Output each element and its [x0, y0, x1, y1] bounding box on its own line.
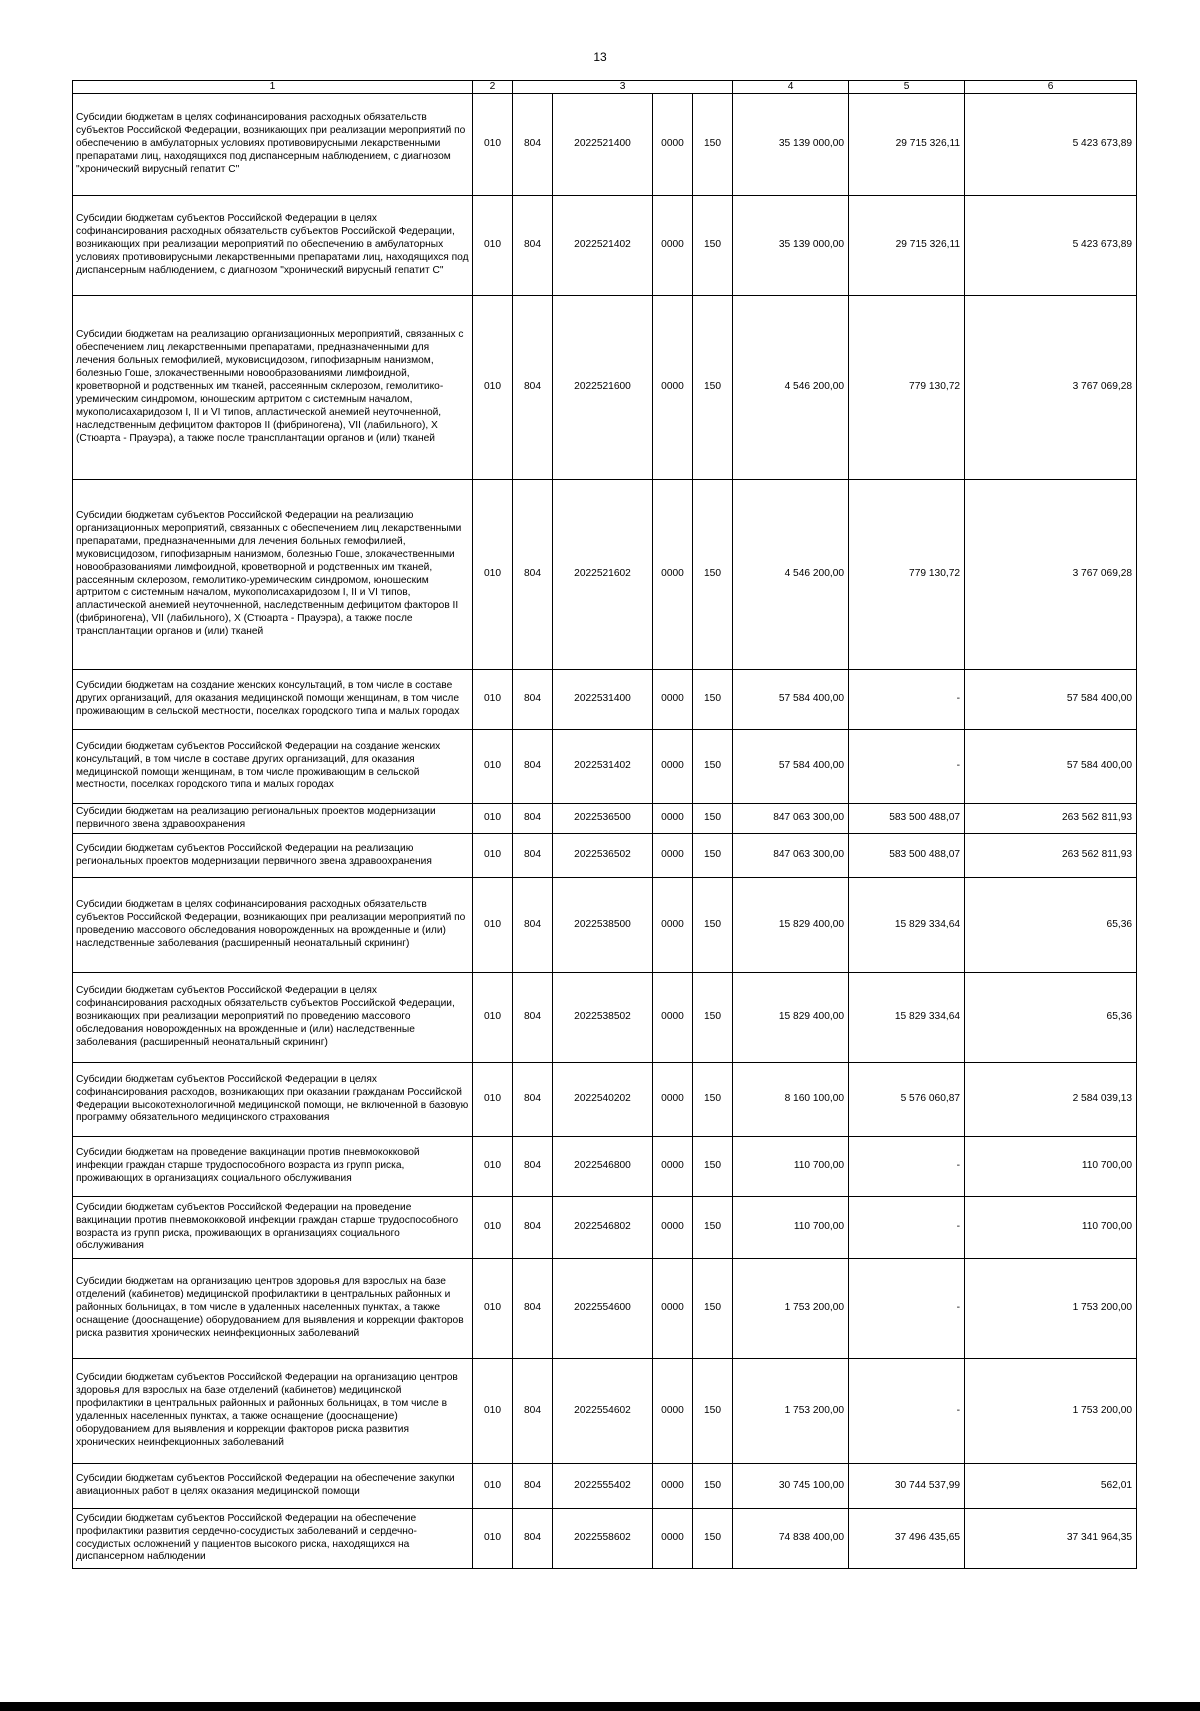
table-row: [73, 1259, 1137, 1359]
row-admin-code: 010: [473, 1259, 513, 1359]
row-executed-amount: -: [849, 1259, 965, 1359]
row-section-code: 804: [513, 834, 553, 878]
row-approved-amount: 35 139 000,00: [733, 94, 849, 196]
row-approved-amount: 30 745 100,00: [733, 1464, 849, 1509]
header-col-4: 4: [733, 81, 849, 94]
row-description: Субсидии бюджетам субъектов Российской Федерации в целях софинансирования расходных обязательств субъектов Российской Федерации, возникающих при реализации мероприятий по проведению массового обследования новорожденных на врожденные и (или) наследственные заболевания (расширенный неонатальный скрининг): [73, 973, 473, 1063]
row-section-code: 804: [513, 296, 553, 480]
row-article-code: 2022536502: [553, 834, 653, 878]
row-article-code: 2022531400: [553, 670, 653, 730]
table-row: [73, 878, 1137, 973]
row-executed-amount: 30 744 537,99: [849, 1464, 965, 1509]
row-article-code: 2022538502: [553, 973, 653, 1063]
row-approved-amount: 847 063 300,00: [733, 834, 849, 878]
row-section-code: 804: [513, 480, 553, 670]
row-executed-amount: 779 130,72: [849, 480, 965, 670]
header-col-3: 3: [513, 81, 733, 94]
row-section-code: 804: [513, 878, 553, 973]
row-executed-amount: -: [849, 1137, 965, 1197]
row-program-code: 0000: [653, 834, 693, 878]
row-approved-amount: 110 700,00: [733, 1137, 849, 1197]
row-admin-code: 010: [473, 834, 513, 878]
row-program-code: 0000: [653, 196, 693, 296]
row-article-code: 2022546802: [553, 1197, 653, 1259]
row-kosgu-code: 150: [693, 1509, 733, 1569]
row-description: Субсидии бюджетам на организацию центров здоровья для взрослых на базе отделений (кабинетов) медицинской профилактики в центральных районных и районных больницах, в том числе в удаленных населенных пунктах, а также оснащение (дооснащение) оборудованием для выявления и коррекции факторов риска развития хронических неинфекционных заболеваний: [73, 1259, 473, 1359]
row-admin-code: 010: [473, 1509, 513, 1569]
row-approved-amount: 1 753 200,00: [733, 1359, 849, 1464]
row-remaining-amount: 37 341 964,35: [965, 1509, 1137, 1569]
row-kosgu-code: 150: [693, 1464, 733, 1509]
row-kosgu-code: 150: [693, 1259, 733, 1359]
row-program-code: 0000: [653, 670, 693, 730]
row-remaining-amount: 562,01: [965, 1464, 1137, 1509]
row-section-code: 804: [513, 670, 553, 730]
row-description: Субсидии бюджетам на проведение вакцинации против пневмококковой инфекции граждан старше трудоспособного возраста из групп риска, проживающих в организациях социального обслуживания: [73, 1137, 473, 1197]
row-article-code: 2022531402: [553, 730, 653, 804]
row-remaining-amount: 57 584 400,00: [965, 730, 1137, 804]
row-program-code: 0000: [653, 1464, 693, 1509]
table-row: [73, 834, 1137, 878]
row-description: Субсидии бюджетам в целях софинансирования расходных обязательств субъектов Российской Федерации, возникающих при реализации мероприятий по обеспечению в амбулаторных условиях противовирусными лекарственными препаратами лиц, находящихся под диспансерным наблюдением, с диагнозом "хронический вирусный гепатит С": [73, 94, 473, 196]
row-remaining-amount: 1 753 200,00: [965, 1359, 1137, 1464]
row-executed-amount: -: [849, 1359, 965, 1464]
row-admin-code: 010: [473, 1464, 513, 1509]
row-section-code: 804: [513, 730, 553, 804]
row-description: Субсидии бюджетам субъектов Российской Федерации в целях софинансирования расходов, возникающих при оказании гражданам Российской Федерации высокотехнологичной медицинской помощи, не включенной в базовую программу обязательного медицинского страхования: [73, 1063, 473, 1137]
row-article-code: 2022554602: [553, 1359, 653, 1464]
row-admin-code: 010: [473, 804, 513, 834]
row-executed-amount: 583 500 488,07: [849, 834, 965, 878]
table-row: [73, 1197, 1137, 1259]
row-kosgu-code: 150: [693, 730, 733, 804]
table-row: [73, 196, 1137, 296]
row-article-code: 2022554600: [553, 1259, 653, 1359]
row-admin-code: 010: [473, 1197, 513, 1259]
row-kosgu-code: 150: [693, 1359, 733, 1464]
budget-table-sheet: [72, 80, 1136, 1569]
row-program-code: 0000: [653, 878, 693, 973]
row-remaining-amount: 2 584 039,13: [965, 1063, 1137, 1137]
header-col-5: 5: [849, 81, 965, 94]
row-approved-amount: 8 160 100,00: [733, 1063, 849, 1137]
budget-table: [72, 80, 1137, 1569]
row-approved-amount: 4 546 200,00: [733, 480, 849, 670]
row-admin-code: 010: [473, 730, 513, 804]
row-executed-amount: 29 715 326,11: [849, 196, 965, 296]
table-row: [73, 1137, 1137, 1197]
table-row: [73, 973, 1137, 1063]
row-program-code: 0000: [653, 1259, 693, 1359]
row-remaining-amount: 5 423 673,89: [965, 196, 1137, 296]
row-admin-code: 010: [473, 196, 513, 296]
row-admin-code: 010: [473, 1137, 513, 1197]
row-section-code: 804: [513, 1137, 553, 1197]
row-description: Субсидии бюджетам на создание женских консультаций, в том числе в составе других организаций, для оказания медицинской помощи женщинам, в том числе проживающим в сельской местности, поселках городского типа и малых городах: [73, 670, 473, 730]
row-admin-code: 010: [473, 296, 513, 480]
scan-edge-bar: [0, 1702, 1200, 1711]
row-kosgu-code: 150: [693, 1137, 733, 1197]
row-section-code: 804: [513, 1063, 553, 1137]
row-description: Субсидии бюджетам субъектов Российской Федерации на организацию центров здоровья для взрослых на базе отделений (кабинетов) медицинской профилактики в центральных районных и районных больницах, в том числе в удаленных населенных пунктах, а также оснащение (дооснащение) оборудованием для выявления и коррекции факторов риска развития хронических неинфекционных заболеваний: [73, 1359, 473, 1464]
row-approved-amount: 57 584 400,00: [733, 670, 849, 730]
row-approved-amount: 15 829 400,00: [733, 973, 849, 1063]
row-remaining-amount: 263 562 811,93: [965, 804, 1137, 834]
row-remaining-amount: 65,36: [965, 878, 1137, 973]
row-remaining-amount: 263 562 811,93: [965, 834, 1137, 878]
row-approved-amount: 4 546 200,00: [733, 296, 849, 480]
row-remaining-amount: 3 767 069,28: [965, 480, 1137, 670]
row-kosgu-code: 150: [693, 670, 733, 730]
row-kosgu-code: 150: [693, 1197, 733, 1259]
row-kosgu-code: 150: [693, 196, 733, 296]
table-row: [73, 94, 1137, 196]
row-article-code: 2022521602: [553, 480, 653, 670]
table-row: [73, 1063, 1137, 1137]
row-executed-amount: -: [849, 730, 965, 804]
row-executed-amount: 583 500 488,07: [849, 804, 965, 834]
row-section-code: 804: [513, 1259, 553, 1359]
row-admin-code: 010: [473, 1063, 513, 1137]
row-admin-code: 010: [473, 94, 513, 196]
row-remaining-amount: 110 700,00: [965, 1197, 1137, 1259]
table-row: [73, 1464, 1137, 1509]
row-article-code: 2022521400: [553, 94, 653, 196]
table-row: [73, 1359, 1137, 1464]
row-section-code: 804: [513, 94, 553, 196]
row-admin-code: 010: [473, 973, 513, 1063]
table-row: [73, 804, 1137, 834]
row-remaining-amount: 3 767 069,28: [965, 296, 1137, 480]
row-approved-amount: 15 829 400,00: [733, 878, 849, 973]
row-executed-amount: 779 130,72: [849, 296, 965, 480]
row-approved-amount: 57 584 400,00: [733, 730, 849, 804]
row-kosgu-code: 150: [693, 296, 733, 480]
row-article-code: 2022521600: [553, 296, 653, 480]
row-description: Субсидии бюджетам субъектов Российской Федерации на проведение вакцинации против пневмококковой инфекции граждан старше трудоспособного возраста из групп риска, проживающих в организациях социального обслуживания: [73, 1197, 473, 1259]
row-program-code: 0000: [653, 1063, 693, 1137]
row-section-code: 804: [513, 973, 553, 1063]
row-program-code: 0000: [653, 1137, 693, 1197]
row-description: Субсидии бюджетам субъектов Российской Федерации на обеспечение закупки авиационных работ в целях оказания медицинской помощи: [73, 1464, 473, 1509]
row-description: Субсидии бюджетам субъектов Российской Федерации на создание женских консультаций, в том числе в составе других организаций, для оказания медицинской помощи женщинам, в том числе проживающим в сельской местности, поселках городского типа и малых городах: [73, 730, 473, 804]
row-executed-amount: -: [849, 670, 965, 730]
row-kosgu-code: 150: [693, 1063, 733, 1137]
row-kosgu-code: 150: [693, 878, 733, 973]
table-body: [73, 94, 1137, 1569]
row-description: Субсидии бюджетам субъектов Российской Федерации на обеспечение профилактики развития сердечно-сосудистых заболеваний и сердечно-сосудистых осложнений у пациентов высокого риска, находящихся на диспансерном наблюдении: [73, 1509, 473, 1569]
row-approved-amount: 1 753 200,00: [733, 1259, 849, 1359]
row-executed-amount: 15 829 334,64: [849, 878, 965, 973]
row-program-code: 0000: [653, 1359, 693, 1464]
row-approved-amount: 35 139 000,00: [733, 196, 849, 296]
row-description: Субсидии бюджетам в целях софинансирования расходных обязательств субъектов Российской Федерации, возникающих при реализации мероприятий по проведению массового обследования новорожденных на врожденные и (или) наследственные заболевания (расширенный неонатальный скрининг): [73, 878, 473, 973]
row-remaining-amount: 110 700,00: [965, 1137, 1137, 1197]
row-program-code: 0000: [653, 804, 693, 834]
row-section-code: 804: [513, 804, 553, 834]
row-approved-amount: 847 063 300,00: [733, 804, 849, 834]
page-number: 13: [593, 50, 607, 64]
row-description: Субсидии бюджетам субъектов Российской Федерации на реализацию региональных проектов модернизации первичного звена здравоохранения: [73, 834, 473, 878]
header-col-1: 1: [73, 81, 473, 94]
table-row: [73, 296, 1137, 480]
row-remaining-amount: 5 423 673,89: [965, 94, 1137, 196]
row-description: Субсидии бюджетам субъектов Российской Федерации на реализацию организационных мероприятий, связанных с обеспечением лиц лекарственными препаратами, предназначенными для лечения больных гемофилией, муковисцидозом, гипофизарным нанизмом, болезнью Гоше, злокачественными новообразованиями лимфоидной, кроветворной и родственных им тканей, рассеянным склерозом, гемолитико-уремическим синдромом, юношеским артритом с системным началом, мукополисахаридозом I, II и VI типов, апластической анемией неуточненной, наследственным дефицитом факторов II (фибриногена), VII (лабильного), X (Стюарта - Прауэра), а также после трансплантации органов и (или) тканей: [73, 480, 473, 670]
row-program-code: 0000: [653, 1509, 693, 1569]
row-program-code: 0000: [653, 730, 693, 804]
row-section-code: 804: [513, 1359, 553, 1464]
row-article-code: 2022558602: [553, 1509, 653, 1569]
row-program-code: 0000: [653, 296, 693, 480]
row-remaining-amount: 65,36: [965, 973, 1137, 1063]
header-col-6: 6: [965, 81, 1137, 94]
row-program-code: 0000: [653, 94, 693, 196]
row-kosgu-code: 150: [693, 973, 733, 1063]
row-description: Субсидии бюджетам на реализацию региональных проектов модернизации первичного звена здравоохранения: [73, 804, 473, 834]
row-executed-amount: 37 496 435,65: [849, 1509, 965, 1569]
row-admin-code: 010: [473, 670, 513, 730]
row-program-code: 0000: [653, 973, 693, 1063]
row-admin-code: 010: [473, 480, 513, 670]
row-article-code: 2022555402: [553, 1464, 653, 1509]
row-remaining-amount: 57 584 400,00: [965, 670, 1137, 730]
row-kosgu-code: 150: [693, 804, 733, 834]
row-program-code: 0000: [653, 1197, 693, 1259]
row-kosgu-code: 150: [693, 94, 733, 196]
row-executed-amount: -: [849, 1197, 965, 1259]
table-row: [73, 670, 1137, 730]
table-row: [73, 730, 1137, 804]
row-article-code: 2022540202: [553, 1063, 653, 1137]
row-description: Субсидии бюджетам на реализацию организационных мероприятий, связанных с обеспечением лиц лекарственными препаратами, предназначенными для лечения больных гемофилией, муковисцидозом, гипофизарным нанизмом, болезнью Гоше, злокачественными новообразованиями лимфоидной, кроветворной и родственных им тканей, рассеянным склерозом, гемолитико-уремическим синдромом, юношеским артритом с системным началом, мукополисахаридозом I, II и VI типов, апластической анемией неуточненной, наследственным дефицитом факторов II (фибриногена), VII (лабильного), X (Стюарта - Прауэра), а также после трансплантации органов и (или) тканей: [73, 296, 473, 480]
row-description: Субсидии бюджетам субъектов Российской Федерации в целях софинансирования расходных обязательств субъектов Российской Федерации, возникающих при реализации мероприятий по обеспечению в амбулаторных условиях противовирусными лекарственными препаратами лиц, находящихся под диспансерным наблюдением, с диагнозом "хронический вирусный гепатит С": [73, 196, 473, 296]
table-row: [73, 1509, 1137, 1569]
header-col-2: 2: [473, 81, 513, 94]
row-executed-amount: 5 576 060,87: [849, 1063, 965, 1137]
row-section-code: 804: [513, 1464, 553, 1509]
row-article-code: 2022546800: [553, 1137, 653, 1197]
row-approved-amount: 110 700,00: [733, 1197, 849, 1259]
row-approved-amount: 74 838 400,00: [733, 1509, 849, 1569]
header-row: [73, 81, 1137, 94]
row-executed-amount: 29 715 326,11: [849, 94, 965, 196]
row-section-code: 804: [513, 196, 553, 296]
table-row: [73, 480, 1137, 670]
row-section-code: 804: [513, 1509, 553, 1569]
row-article-code: 2022536500: [553, 804, 653, 834]
row-kosgu-code: 150: [693, 834, 733, 878]
row-program-code: 0000: [653, 480, 693, 670]
row-admin-code: 010: [473, 878, 513, 973]
row-admin-code: 010: [473, 1359, 513, 1464]
row-article-code: 2022521402: [553, 196, 653, 296]
row-kosgu-code: 150: [693, 480, 733, 670]
row-remaining-amount: 1 753 200,00: [965, 1259, 1137, 1359]
row-executed-amount: 15 829 334,64: [849, 973, 965, 1063]
row-article-code: 2022538500: [553, 878, 653, 973]
row-section-code: 804: [513, 1197, 553, 1259]
